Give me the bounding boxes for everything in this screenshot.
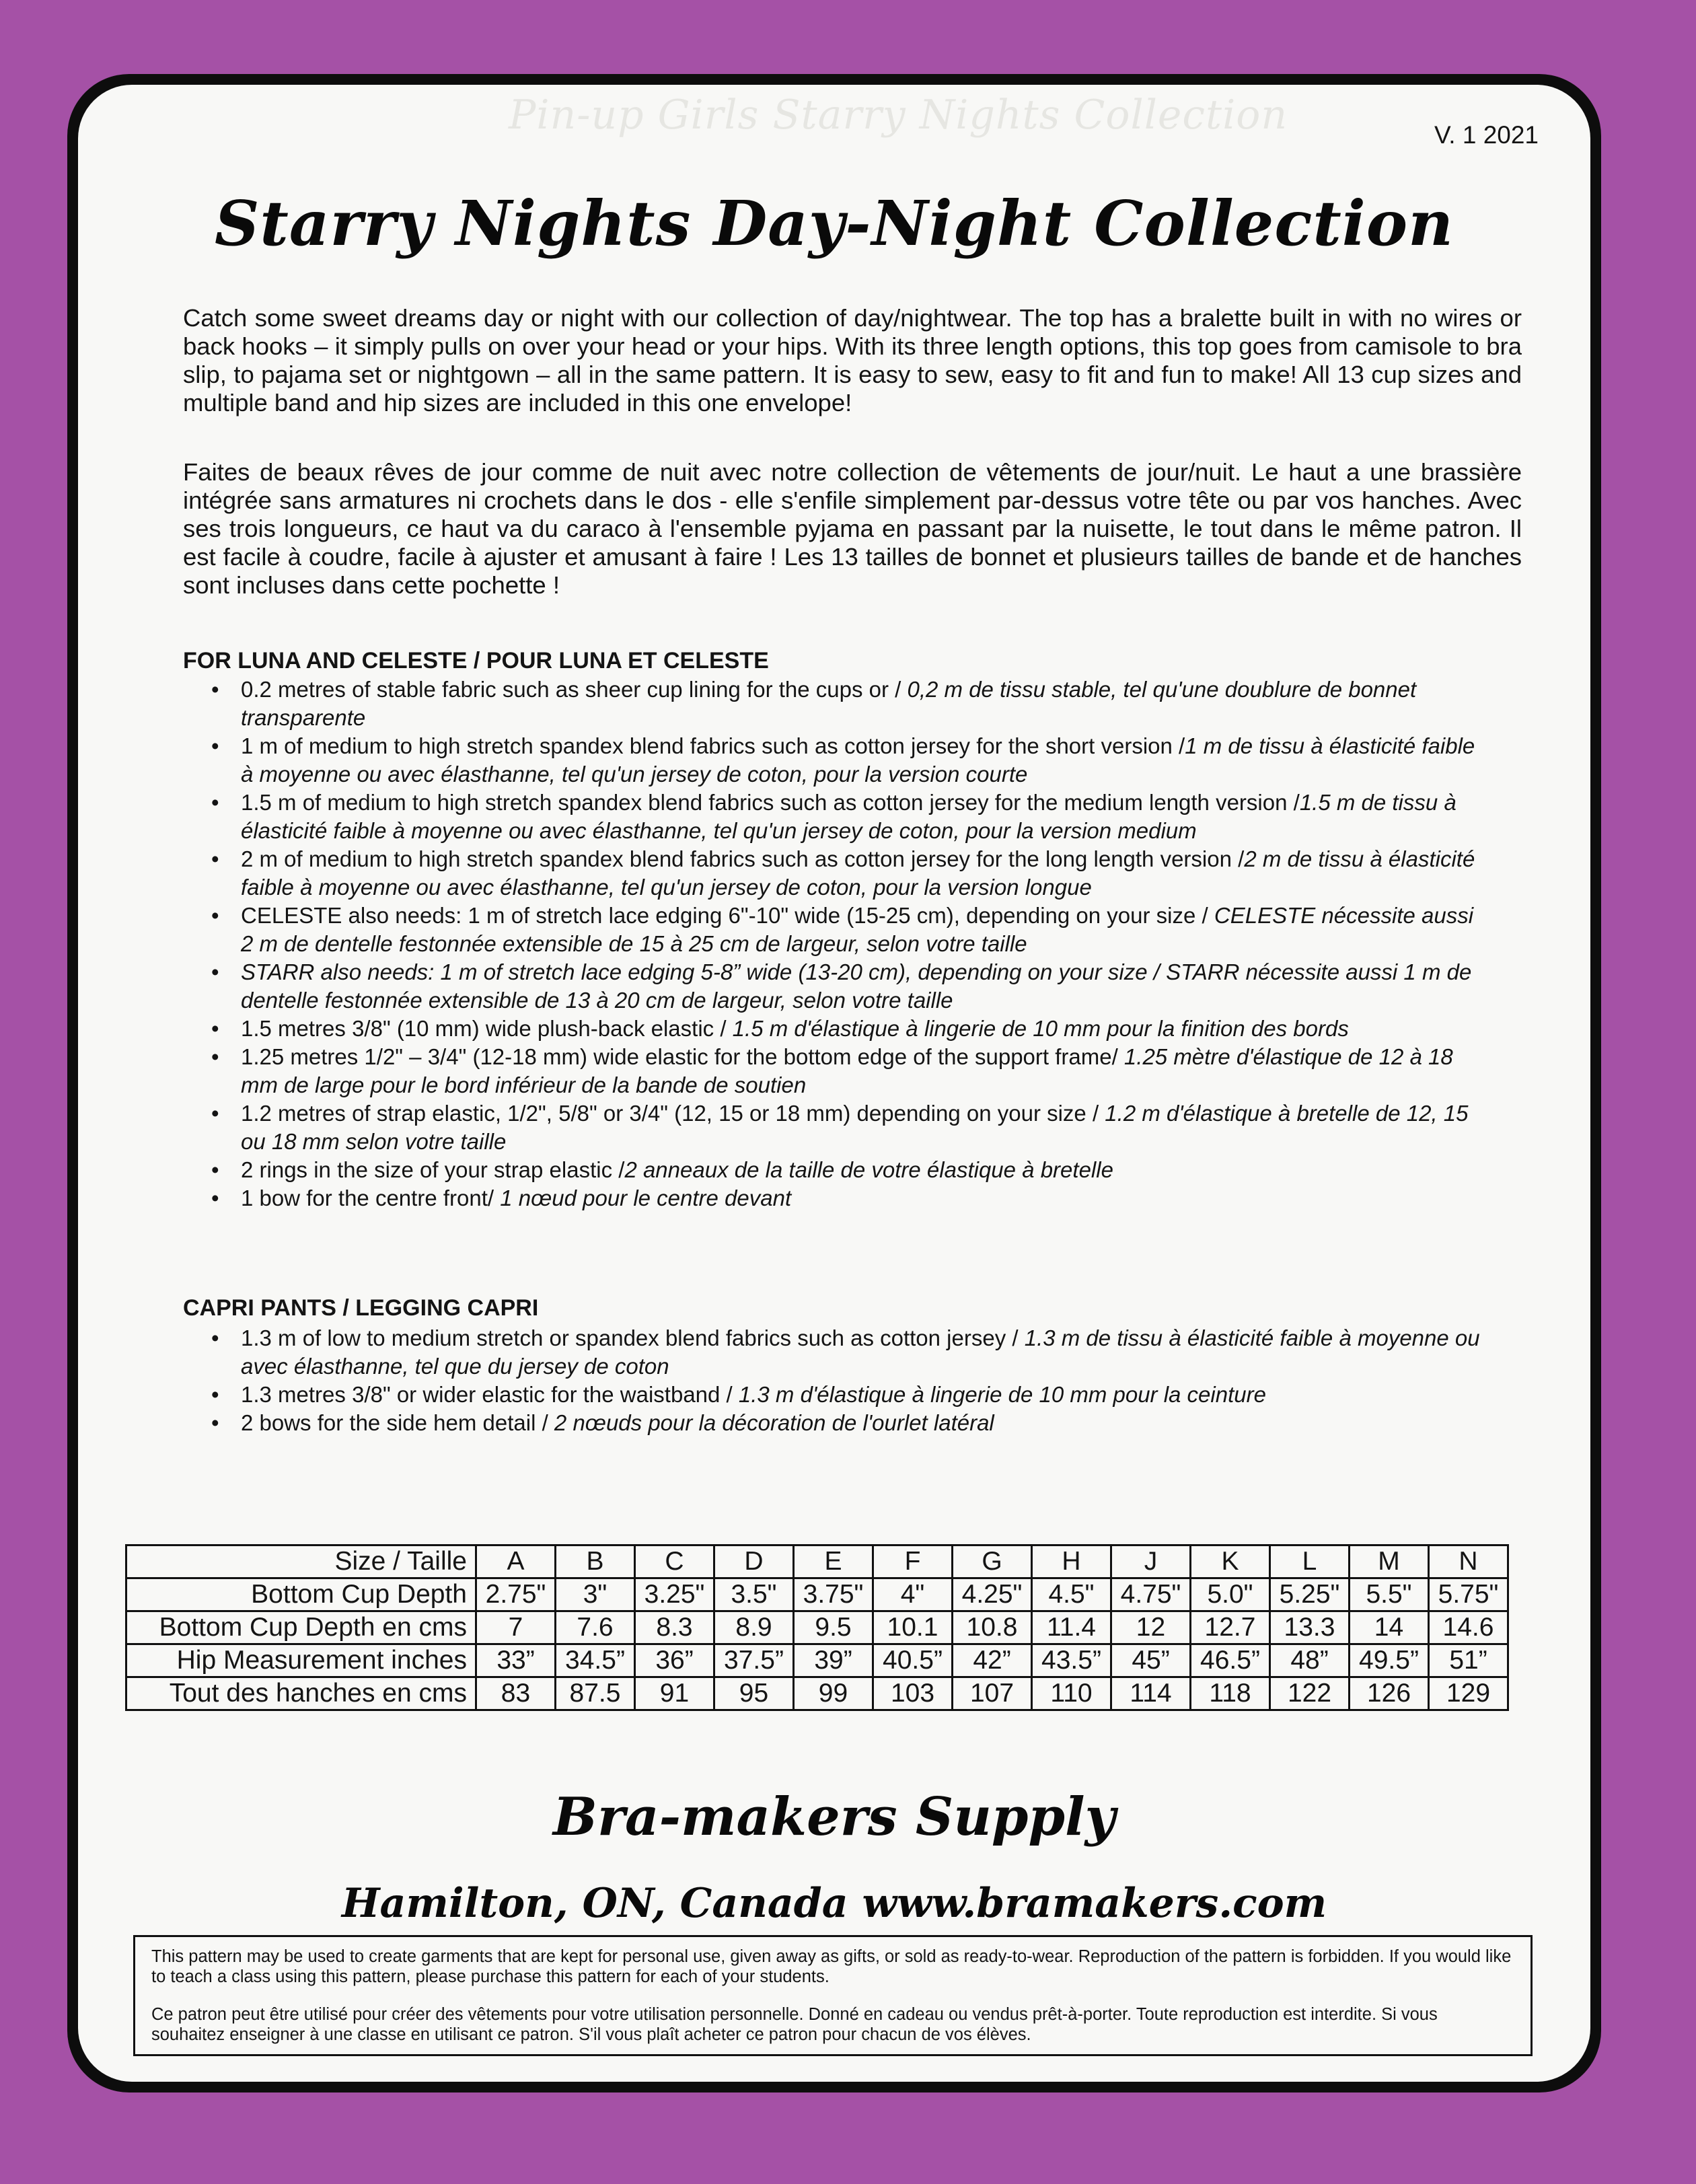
material-item <box>211 1381 1489 1409</box>
measurement-cell: 3.75" <box>794 1578 873 1611</box>
size-header-row <box>126 1545 1508 1578</box>
material-french: 2 m de tissu à élasticité faible à moyenne ou avec élasthanne, tel qu'un jersey de coton, pour la version longue <box>241 846 1475 900</box>
measurement-cell: 45” <box>1111 1644 1191 1677</box>
measurement-cell: 5.0" <box>1191 1578 1270 1611</box>
bullet-icon: • <box>211 1382 219 1407</box>
measurement-cell: 5.25" <box>1270 1578 1350 1611</box>
material-french: CELESTE nécessite aussi 2 m de dentelle festonnée extensible de 15 à 25 cm de largeur, selon votre taille <box>241 903 1474 956</box>
size-letter: B <box>556 1545 635 1578</box>
material-item <box>211 958 1489 1015</box>
size-letter: K <box>1191 1545 1270 1578</box>
size-letter: H <box>1032 1545 1111 1578</box>
table-row <box>126 1578 1508 1611</box>
material-french: 2 nœuds pour la décoration de l'ourlet latéral <box>554 1410 994 1435</box>
material-french: 1.3 m de tissu à élasticité faible à moyenne ou avec élasthanne, tel que du jersey de coton <box>241 1325 1480 1379</box>
material-french: 0,2 m de tissu stable, tel qu'une doublure de bonnet transparente <box>241 677 1417 730</box>
material-item <box>211 1184 1489 1212</box>
measurement-cell: 8.9 <box>714 1611 794 1644</box>
material-french: 1.2 m d'élastique à bretelle de 12, 15 ou 18 mm selon votre taille <box>241 1101 1469 1154</box>
bullet-icon: • <box>211 790 219 815</box>
measurement-cell: 40.5” <box>873 1644 953 1677</box>
measurement-cell: 5.75" <box>1429 1578 1508 1611</box>
intro-french: Faites de beaux rêves de jour comme de nuit avec notre collection de vêtements de jour/nuit. Le haut a une brassière intégrée sans armatures ni crochets dans le dos - elle s'enfile simplement par-dessus votre tête ou par vos hanches. Avec ses trois longueurs, ce haut va du caraco à l'ensemble pyjama en passant par la nuisette, le tout dans le même patron. Il est facile à coudre, facile à ajuster et amusant à faire ! Les 13 tailles de bonnet et plusieurs tailles de bande et de hanches sont incluses dans cette pochette ! <box>183 458 1522 599</box>
pattern-sheet <box>78 85 1590 2082</box>
bullet-icon: • <box>211 1157 219 1182</box>
size-letter: N <box>1429 1545 1508 1578</box>
version-label: V. 1 2021 <box>1434 121 1539 149</box>
material-french: 1 m de tissu à élasticité faible à moyenne ou avec élasthanne, tel qu'un jersey de coton, pour la version courte <box>241 733 1475 787</box>
measurement-cell: 4.75" <box>1111 1578 1191 1611</box>
measurement-cell: 48” <box>1270 1644 1350 1677</box>
measurement-cell: 110 <box>1032 1677 1111 1710</box>
row-label: Bottom Cup Depth <box>126 1578 476 1611</box>
size-header-label: Size / Taille <box>126 1545 476 1578</box>
measurement-cell: 36” <box>635 1644 714 1677</box>
measurement-cell: 42” <box>953 1644 1032 1677</box>
bullet-icon: • <box>211 1044 219 1069</box>
size-table <box>125 1544 1509 1711</box>
luna-celeste-materials-list <box>211 676 1489 1212</box>
material-french: 1.25 mètre d'élastique de 12 à 18 mm de large pour le bord inférieur de la bande de soutien <box>241 1044 1453 1097</box>
material-item <box>211 902 1489 958</box>
size-letter: E <box>794 1545 873 1578</box>
measurement-cell: 3.5" <box>714 1578 794 1611</box>
measurement-cell: 2.75" <box>476 1578 556 1611</box>
material-english: 1.25 metres 1/2" – 3/4" (12-18 mm) wide elastic for the bottom edge of the support frame/ <box>241 1044 1124 1069</box>
material-english: 1 m of medium to high stretch spandex blend fabrics such as cotton jersey for the short version / <box>241 733 1185 758</box>
size-letter: C <box>635 1545 714 1578</box>
measurement-cell: 4.25" <box>953 1578 1032 1611</box>
material-english: CELESTE also needs: 1 m of stretch lace edging 6"-10" wide (15-25 cm), depending on your size / <box>241 903 1214 928</box>
measurement-cell: 103 <box>873 1677 953 1710</box>
material-french: 1 nœud pour le centre devant <box>500 1186 792 1210</box>
material-french: 1.3 m d'élastique à lingerie de 10 mm pour la ceinture <box>738 1382 1266 1407</box>
measurement-cell: 107 <box>953 1677 1032 1710</box>
measurement-cell: 126 <box>1350 1677 1429 1710</box>
size-letter: A <box>476 1545 556 1578</box>
measurement-cell: 3" <box>556 1578 635 1611</box>
material-french: 1.5 m d'élastique à lingerie de 10 mm pour la finition des bords <box>732 1016 1349 1041</box>
measurement-cell: 122 <box>1270 1677 1350 1710</box>
size-letter: D <box>714 1545 794 1578</box>
measurement-cell: 118 <box>1191 1677 1270 1710</box>
measurement-cell: 9.5 <box>794 1611 873 1644</box>
bullet-icon: • <box>211 1016 219 1041</box>
measurement-cell: 51” <box>1429 1644 1508 1677</box>
measurement-cell: 46.5” <box>1191 1644 1270 1677</box>
show-through-title: Pin-up Girls Starry Nights Collection <box>509 92 1288 139</box>
material-english: 1.3 metres 3/8" or wider elastic for the waistband / <box>241 1382 739 1407</box>
luna-celeste-heading: FOR LUNA AND CELESTE / POUR LUNA ET CELESTE <box>183 648 769 674</box>
brand-address: Hamilton, ON, Canada www.bramakers.com <box>341 1880 1327 1927</box>
measurement-cell: 7 <box>476 1611 556 1644</box>
size-letter: J <box>1111 1545 1191 1578</box>
measurement-cell: 49.5” <box>1350 1644 1429 1677</box>
row-label: Tout des hanches en cms <box>126 1677 476 1710</box>
measurement-cell: 8.3 <box>635 1611 714 1644</box>
measurement-cell: 12 <box>1111 1611 1191 1644</box>
measurement-cell: 99 <box>794 1677 873 1710</box>
measurement-cell: 95 <box>714 1677 794 1710</box>
measurement-cell: 37.5” <box>714 1644 794 1677</box>
capri-heading: CAPRI PANTS / LEGGING CAPRI <box>183 1295 539 1321</box>
bullet-icon: • <box>211 959 219 984</box>
measurement-cell: 43.5” <box>1032 1644 1111 1677</box>
measurement-cell: 4" <box>873 1578 953 1611</box>
bullet-icon: • <box>211 1101 219 1126</box>
measurement-cell: 7.6 <box>556 1611 635 1644</box>
material-english: 2 rings in the size of your strap elastic / <box>241 1157 625 1182</box>
size-letter: M <box>1350 1545 1429 1578</box>
bullet-icon: • <box>211 1410 219 1435</box>
material-english: 0.2 metres of stable fabric such as sheer cup lining for the cups or / <box>241 677 908 702</box>
material-english: 1 bow for the centre front/ <box>241 1186 501 1210</box>
table-row <box>126 1611 1508 1644</box>
legal-notice-french: Ce patron peut être utilisé pour créer des vêtements pour votre utilisation personnelle. Donné en cadeau ou vendus prêt-à-porter. Toute reproduction est interdite. Si vous souhaitez enseigner à une classe en utilisant ce patron. S'il vous plaît acheter ce patron pour chacun de vos élèves. <box>151 2005 1438 2044</box>
bullet-icon: • <box>211 733 219 758</box>
material-item <box>211 1409 1489 1437</box>
table-row <box>126 1677 1508 1710</box>
legal-notice-english: This pattern may be used to create garments that are kept for personal use, given away as gifts, or sold as ready-to-wear. Reproduction of the pattern is forbidden. If you would like to teach a class using this pattern, please purchase this pattern for each of your students. <box>151 1947 1512 1986</box>
material-french: STARR also needs: 1 m of stretch lace edging 5-8” wide (13-20 cm), depending on your size / STARR nécessite aussi 1 m de dentelle festonnée extensible de 13 à 20 cm de largeur, selon votre taille <box>241 959 1472 1013</box>
measurement-cell: 4.5" <box>1032 1578 1111 1611</box>
bullet-icon: • <box>211 846 219 871</box>
measurement-cell: 11.4 <box>1032 1611 1111 1644</box>
bullet-icon: • <box>211 1186 219 1210</box>
material-english: 1.5 metres 3/8" (10 mm) wide plush-back elastic / <box>241 1016 733 1041</box>
table-row <box>126 1644 1508 1677</box>
material-english: 1.5 m of medium to high stretch spandex blend fabrics such as cotton jersey for the medium length version / <box>241 790 1300 815</box>
bullet-icon: • <box>211 1325 219 1350</box>
row-label: Bottom Cup Depth en cms <box>126 1611 476 1644</box>
material-item <box>211 1043 1489 1099</box>
material-item <box>211 1156 1489 1184</box>
measurement-cell: 10.1 <box>873 1611 953 1644</box>
measurement-cell: 83 <box>476 1677 556 1710</box>
material-item <box>211 732 1489 789</box>
material-french: 1.5 m de tissu à élasticité faible à moyenne ou avec élasthanne, tel qu'un jersey de coton, pour la version medium <box>241 790 1457 843</box>
material-item <box>211 1324 1489 1381</box>
measurement-cell: 87.5 <box>556 1677 635 1710</box>
measurement-cell: 10.8 <box>953 1611 1032 1644</box>
material-french: 2 anneaux de la taille de votre élastique à bretelle <box>624 1157 1113 1182</box>
measurement-cell: 33” <box>476 1644 556 1677</box>
brand-name: Bra-makers Supply <box>553 1786 1115 1848</box>
material-english: 1.2 metres of strap elastic, 1/2", 5/8" or 3/4" (12, 15 or 18 mm) depending on your size / <box>241 1101 1105 1126</box>
bullet-icon: • <box>211 677 219 702</box>
bullet-icon: • <box>211 903 219 928</box>
measurement-cell: 14.6 <box>1429 1611 1508 1644</box>
material-english: 2 m of medium to high stretch spandex blend fabrics such as cotton jersey for the long length version / <box>241 846 1245 871</box>
measurement-cell: 13.3 <box>1270 1611 1350 1644</box>
legal-notice-box <box>133 1935 1533 2056</box>
row-label: Hip Measurement inches <box>126 1644 476 1677</box>
measurement-cell: 34.5” <box>556 1644 635 1677</box>
size-letter: F <box>873 1545 953 1578</box>
measurement-cell: 129 <box>1429 1677 1508 1710</box>
material-english: 1.3 m of low to medium stretch or spandex blend fabrics such as cotton jersey / <box>241 1325 1025 1350</box>
measurement-cell: 91 <box>635 1677 714 1710</box>
measurement-cell: 5.5" <box>1350 1578 1429 1611</box>
material-item <box>211 1015 1489 1043</box>
material-item <box>211 676 1489 732</box>
measurement-cell: 39” <box>794 1644 873 1677</box>
size-letter: G <box>953 1545 1032 1578</box>
measurement-cell: 14 <box>1350 1611 1429 1644</box>
material-item <box>211 845 1489 902</box>
page-title: Starry Nights Day-Night Collection <box>214 187 1454 260</box>
measurement-cell: 12.7 <box>1191 1611 1270 1644</box>
size-letter: L <box>1270 1545 1350 1578</box>
material-item <box>211 789 1489 845</box>
measurement-cell: 114 <box>1111 1677 1191 1710</box>
measurement-cell: 3.25" <box>635 1578 714 1611</box>
capri-materials-list <box>211 1324 1489 1437</box>
material-english: 2 bows for the side hem detail / <box>241 1410 554 1435</box>
intro-english: Catch some sweet dreams day or night with our collection of day/nightwear. The top has a bralette built in with no wires or back hooks – it simply pulls on over your head or your hips. With its three length options, this top goes from camisole to bra slip, to pajama set or nightgown – all in the same pattern. It is easy to sew, easy to fit and fun to make! All 13 cup sizes and multiple band and hip sizes are included in this one envelope! <box>183 304 1522 416</box>
material-item <box>211 1099 1489 1156</box>
